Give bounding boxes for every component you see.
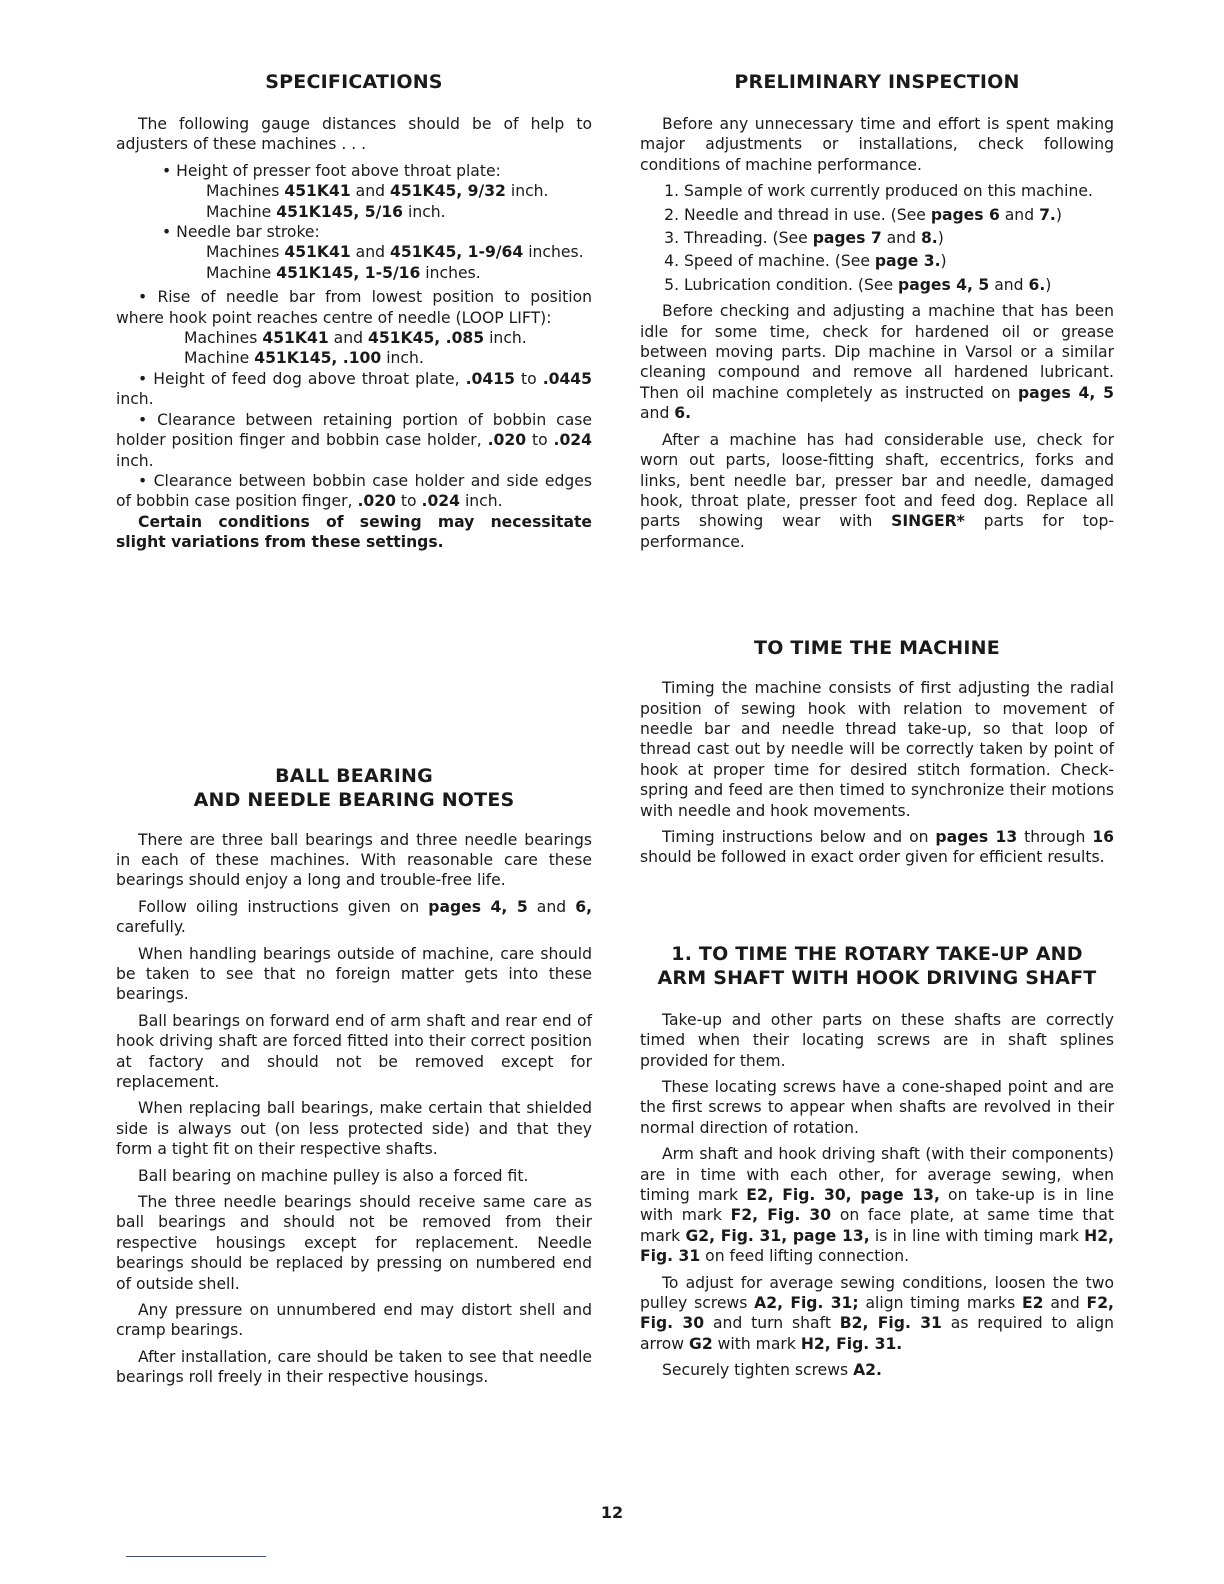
bearings-paragraph: When replacing ball bearings, make certain that shielded side is always out (on less protected side) and that they form a tight fit on their respective shafts. <box>116 1099 592 1159</box>
spec-feed-dog: • Height of feed dog above throat plate, .0415 to .0445 inch. <box>116 369 593 409</box>
inspection-intro: Before any unnecessary time and effort is spent making major adjustments or installations, check following conditions of machine performance. <box>640 115 1114 174</box>
specifications-heading: SPECIFICATIONS <box>265 71 443 93</box>
footer-rule <box>126 1556 266 1557</box>
timing-paragraph: Timing the machine consists of first adjusting the radial position of sewing hook with relation to movement of needle bar and needle thread take-up, so that loop of thread cast out by needle will be correctly taken by point of hook at proper time for desired stitch formation. Check-spring and feed are then timed to synchronize their motions with needle and hook movements. <box>640 679 1114 820</box>
rotary-heading-line1: 1. TO TIME THE ROTARY TAKE-UP AND <box>671 942 1083 965</box>
rotary-heading-line2: ARM SHAFT WITH HOOK DRIVING SHAFT <box>657 966 1097 989</box>
page-number: 12 <box>600 1503 624 1522</box>
specifications-intro: The following gauge distances should be of help to adjusters of these machines . . . <box>116 115 592 154</box>
rotary-paragraph: These locating screws have a cone-shaped point and are the first screws to appear when shafts are revolved in their normal direction of rotation. <box>640 1078 1114 1137</box>
bearings-paragraph: Ball bearings on forward end of arm shaft and rear end of hook driving shaft are forced fitted into their correct position at factory and should not be removed except for replacement. <box>116 1011 592 1091</box>
spec-clearance-1: • Clearance between retaining portion of bobbin case holder position finger and bobbin case holder, .020 to .024 inch. <box>116 410 592 470</box>
bearings-heading-line2: AND NEEDLE BEARING NOTES <box>193 788 515 811</box>
spec-needle-bar: • Needle bar stroke: Machines 451K41 and 451K45, 1-9/64 inches. Machine 451K145, 1-5/16 inches. <box>162 223 584 282</box>
list-item: 2. Needle and thread in use. (See pages 6 and 7.) <box>684 205 1114 225</box>
spec-presser-foot: • Height of presser foot above throat plate: Machines 451K41 and 451K45, 9/32 inch. Machine 451K145, 5/16 inch. <box>162 161 549 221</box>
timing-heading: TO TIME THE MACHINE <box>754 637 1000 660</box>
inspection-paragraph-wear: After a machine has had considerable use, check for worn out parts, loose-fitting shaft, eccentrics, forks and links, bent needle bar, presser bar and needle, damaged hook, throat plate, presser foot and feed dog. Replace all parts showing wear with SINGER* parts for top-performance. <box>640 430 1114 551</box>
list-item: 5. Lubrication condition. (See pages 4, 5 and 6.) <box>684 275 1114 295</box>
list-item: 1. Sample of work currently produced on this machine. <box>684 181 1114 201</box>
bearings-paragraph: When handling bearings outside of machine, care should be taken to see that no foreign matter gets into these bearings. <box>116 944 592 1004</box>
spec-loop-lift: • Rise of needle bar from lowest position to position where hook point reaches centre of needle (LOOP LIFT): Machines 451K41 and 451K45, .085 inch. Machine 451K145, .100 inch. <box>116 288 593 368</box>
bearings-paragraph-oiling: Follow oiling instructions given on pages 4, 5 and 6, carefully. <box>116 897 593 937</box>
bearings-paragraph: Any pressure on unnumbered end may distort shell and cramp bearings. <box>116 1301 592 1340</box>
rotary-paragraph: Take-up and other parts on these shafts are correctly timed when their locating screws are in shaft splines provided for them. <box>640 1010 1114 1070</box>
bearings-paragraph: Ball bearing on machine pulley is also a forced fit. <box>138 1166 529 1185</box>
rotary-paragraph-adjust: To adjust for average sewing conditions, loosen the two pulley screws A2, Fig. 31; align timing marks E2 and F2, Fig. 30 and turn shaft B2, Fig. 31 as required to align arrow G2 with mark H2, Fig. 31. <box>640 1273 1114 1353</box>
bearings-heading-line1: BALL BEARING <box>275 764 433 787</box>
inspection-paragraph-idle: Before checking and adjusting a machine that has been idle for some time, check for hardened oil or grease between moving parts. Dip machine in Varsol or a similar cleaning compound and remove all hardened lubricant. Then oil machine completely as instructed on pages 4, 5 and 6. <box>640 302 1114 423</box>
inspection-heading: PRELIMINARY INSPECTION <box>734 71 1020 93</box>
rotary-paragraph-marks: Arm shaft and hook driving shaft (with their components) are in time with each other, for average sewing, when timing mark E2, Fig. 30, page 13, on take-up is in line with mark F2, Fig. 30 on face plate, at same time that mark G2, Fig. 31, page 13, is in line with timing mark H2, Fig. 31 on feed lifting connection. <box>640 1145 1114 1266</box>
inspection-list <box>640 181 1114 295</box>
right-column <box>640 70 1114 1387</box>
spec-clearance-2: • Clearance between bobbin case holder and side edges of bobbin case position finger, .020 to .024 inch. <box>116 471 592 511</box>
bearings-paragraph: The three needle bearings should receive same care as ball bearings and should not be removed from their respective housings except for replacement. Needle bearings should be replaced by pressing on numbered end of outside shell. <box>116 1193 592 1293</box>
rotary-paragraph-tighten: Securely tighten screws A2. <box>662 1361 882 1380</box>
list-item: 3. Threading. (See pages 7 and 8.) <box>684 228 1114 248</box>
left-column <box>116 70 592 1394</box>
list-item: 4. Speed of machine. (See page 3.) <box>684 251 1114 271</box>
bearings-paragraph: After installation, care should be taken to see that needle bearings roll freely in their respective housings. <box>116 1347 592 1387</box>
timing-paragraph-order: Timing instructions below and on pages 13 through 16 should be followed in exact order given for efficient results. <box>640 827 1115 867</box>
specifications-note: Certain conditions of sewing may necessitate slight variations from these settings. <box>116 512 592 552</box>
bearings-paragraph: There are three ball bearings and three needle bearings in each of these machines. With reasonable care these bearings should enjoy a long and trouble-free life. <box>116 830 592 890</box>
